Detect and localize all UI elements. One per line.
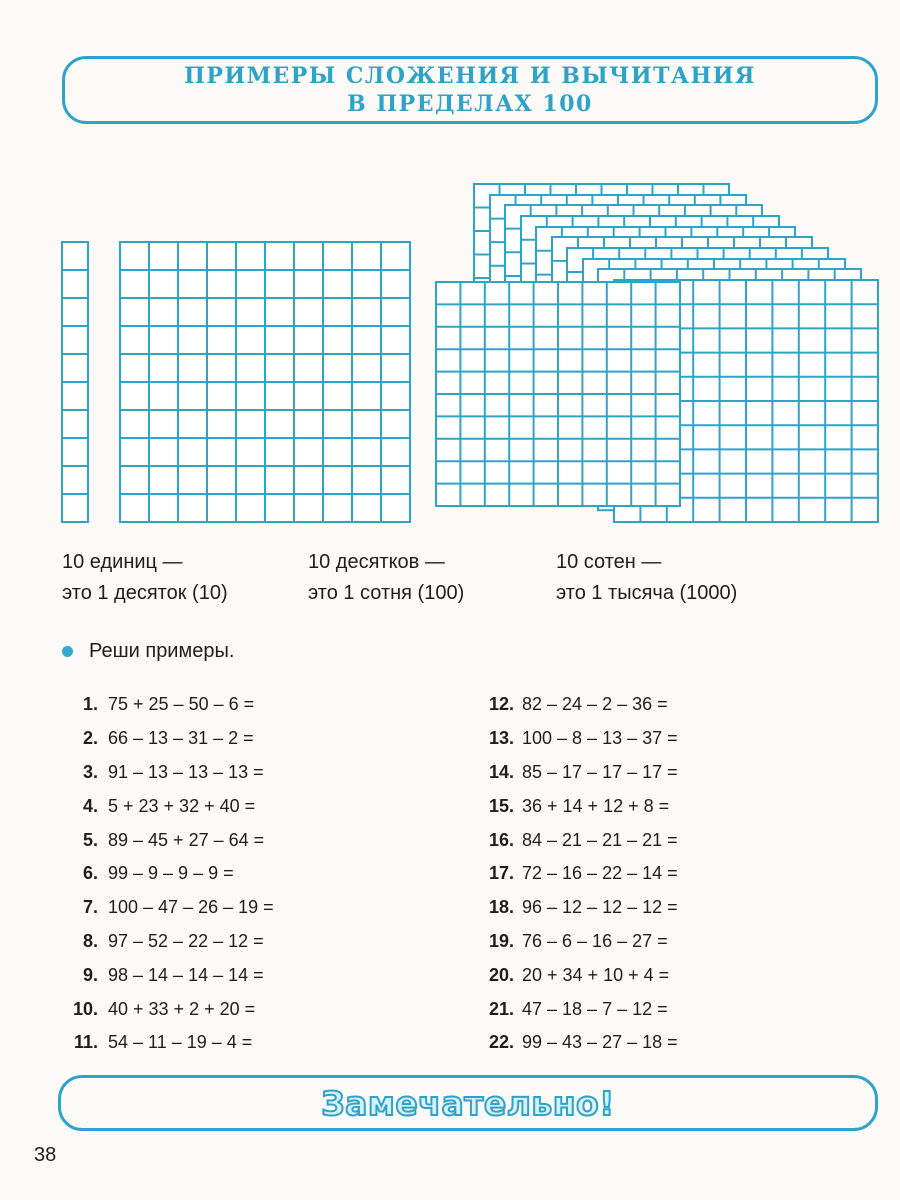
exercise-expression: 66 – 13 – 31 – 2 = (108, 728, 254, 749)
exercise-row (480, 789, 678, 823)
exercise-number: 12. (488, 694, 514, 715)
exercise-row (480, 958, 678, 992)
exercise-row (480, 891, 678, 925)
caption-hundreds (556, 547, 737, 609)
exercise-expression: 82 – 24 – 2 – 36 = (522, 694, 668, 715)
exercise-row (62, 722, 274, 756)
exercise-expression: 100 – 8 – 13 – 37 = (522, 728, 678, 749)
exercise-number: 15. (488, 795, 514, 816)
page-number: 38 (34, 1144, 57, 1166)
exercise-number: 14. (488, 761, 514, 782)
exercise-expression: 100 – 47 – 26 – 19 = (108, 897, 274, 918)
exercise-row (62, 688, 274, 722)
hundred-sheet-base (436, 282, 680, 506)
exercise-number: 1. (82, 694, 98, 715)
task-instruction (62, 640, 234, 663)
exercise-row (480, 925, 678, 959)
exercise-expression: 97 – 52 – 22 – 12 = (108, 930, 264, 951)
caption-tens-line-1: 10 десятков — (308, 551, 445, 573)
exercise-expression: 72 – 16 – 22 – 14 = (522, 863, 678, 884)
caption-tens-line-2: это 1 сотня (100) (308, 582, 465, 604)
exercise-row (480, 992, 678, 1026)
place-value-blocks (0, 0, 900, 540)
exercise-number: 7. (82, 897, 98, 918)
exercise-expression: 89 – 45 + 27 – 64 = (108, 829, 265, 850)
exercise-row (62, 756, 274, 790)
exercise-number: 16. (488, 829, 514, 850)
exercise-expression: 84 – 21 – 21 – 21 = (522, 829, 678, 850)
exercise-expression: 5 + 23 + 32 + 40 = (108, 795, 256, 816)
caption-hundreds-line-2: это 1 тысяча (1000) (556, 582, 738, 604)
exercise-expression: 47 – 18 – 7 – 12 = (522, 998, 668, 1019)
exercise-expression: 76 – 6 – 16 – 27 = (522, 930, 668, 951)
exercise-expression: 98 – 14 – 14 – 14 = (108, 964, 264, 985)
exercise-number: 2. (82, 728, 98, 749)
exercise-number: 11. (73, 1032, 98, 1053)
exercise-row (480, 823, 678, 857)
exercise-number: 18. (488, 897, 514, 918)
exercise-row (480, 688, 678, 722)
exercise-row (62, 1026, 274, 1060)
exercise-number: 22. (488, 1032, 514, 1053)
exercise-row (62, 823, 274, 857)
exercise-number: 10. (72, 998, 98, 1019)
exercise-expression: 40 + 33 + 2 + 20 = (108, 998, 256, 1019)
exercise-expression: 20 + 34 + 10 + 4 = (522, 964, 670, 985)
task-text: Реши примеры. (89, 640, 235, 662)
exercise-row (62, 789, 274, 823)
exercise-row (62, 925, 274, 959)
exercise-number: 6. (82, 863, 98, 884)
caption-hundreds-line-1: 10 сотен — (556, 551, 662, 573)
exercise-number: 20. (488, 964, 514, 985)
page-title-line-1: ПРИМЕРЫ СЛОЖЕНИЯ И ВЫЧИТАНИЯ (184, 63, 756, 89)
exercise-number: 3. (82, 761, 98, 782)
praise-banner (58, 1075, 878, 1131)
exercise-row (480, 722, 678, 756)
exercise-expression: 99 – 43 – 27 – 18 = (522, 1032, 678, 1053)
exercise-number: 9. (82, 964, 98, 985)
exercise-expression: 96 – 12 – 12 – 12 = (522, 897, 678, 918)
exercise-number: 4. (82, 795, 98, 816)
exercise-number: 21. (488, 998, 514, 1019)
exercises-left-column (62, 688, 274, 1060)
hundred-square (120, 242, 410, 522)
exercise-expression: 85 – 17 – 17 – 17 = (522, 761, 678, 782)
exercises-right-column (480, 688, 678, 1060)
exercise-number: 8. (82, 930, 98, 951)
exercise-row (480, 1026, 678, 1060)
caption-units-line-1: 10 единиц — (62, 551, 183, 573)
exercise-row (62, 857, 274, 891)
exercise-row (480, 756, 678, 790)
exercise-row (62, 992, 274, 1026)
exercise-expression: 91 – 13 – 13 – 13 = (108, 761, 264, 782)
exercise-number: 17. (488, 863, 514, 884)
exercise-expression: 36 + 14 + 12 + 8 = (522, 795, 670, 816)
caption-units (62, 547, 228, 609)
exercise-row (62, 958, 274, 992)
praise-text: Замечательно! (321, 1083, 615, 1123)
exercise-expression: 99 – 9 – 9 – 9 = (108, 863, 234, 884)
exercise-expression: 75 + 25 – 50 – 6 = (108, 694, 255, 715)
caption-tens (308, 547, 464, 609)
exercise-number: 19. (488, 930, 514, 951)
exercise-expression: 54 – 11 – 19 – 4 = (108, 1032, 253, 1053)
exercise-number: 5. (82, 829, 98, 850)
exercise-row (62, 891, 274, 925)
exercise-row (480, 857, 678, 891)
caption-units-line-2: это 1 десяток (10) (62, 582, 228, 604)
ten-units-strip (62, 242, 88, 522)
page-title-line-2: В ПРЕДЕЛАХ 100 (347, 91, 593, 117)
bullet-icon (62, 646, 73, 657)
exercise-number: 13. (488, 728, 514, 749)
